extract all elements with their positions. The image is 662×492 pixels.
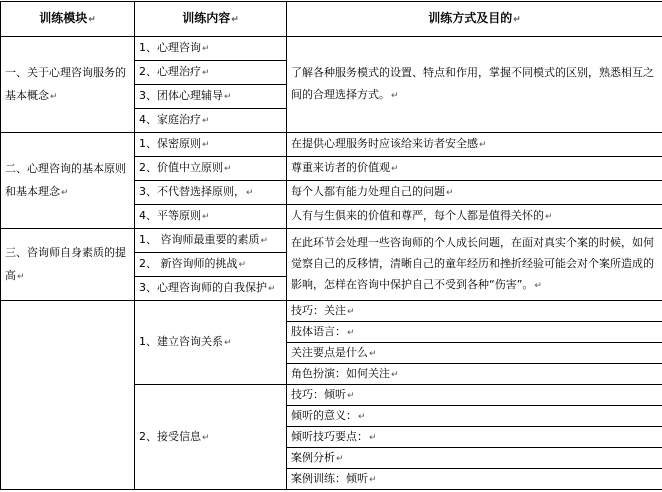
table-row bbox=[1, 229, 662, 253]
content-item: 2、心理治疗↵ bbox=[135, 61, 287, 85]
content-item: 2、价值中立原则↵ bbox=[135, 157, 287, 181]
header-content: 训练内容↵ bbox=[135, 2, 287, 37]
training-table bbox=[0, 1, 662, 490]
content-item: 4、家庭治疗↵ bbox=[135, 109, 287, 133]
table-header-row bbox=[1, 2, 662, 37]
table-row bbox=[1, 37, 662, 61]
content-item: 1、保密原则↵ bbox=[135, 133, 287, 157]
method-cell: 每个人都有能力处理自己的问题↵ bbox=[287, 181, 662, 205]
method-cell: 在提供心理服务时应该给来访者安全感↵ bbox=[287, 133, 662, 157]
content-item: 1、心理咨询↵ bbox=[135, 37, 287, 61]
table-row bbox=[1, 133, 662, 157]
module-cell: 三、咨询师自身素质的提高↵ bbox=[1, 229, 135, 301]
method-cell: 肢体语言：↵ bbox=[287, 322, 662, 343]
method-cell: 人有与生俱来的价值和尊严，每个人都是值得关怀的↵ bbox=[287, 205, 662, 229]
content-item: 1、 咨询师最重要的素质↵ bbox=[135, 229, 287, 253]
header-module: 训练模块↵ bbox=[1, 2, 135, 37]
content-item: 3、心理咨询师的自我保护↵ bbox=[135, 277, 287, 301]
content-item: 2、接受信息↵ bbox=[135, 385, 287, 490]
content-item: 4、平等原则↵ bbox=[135, 205, 287, 229]
header-method: 训练方式及目的↵ bbox=[287, 2, 662, 37]
content-item: 2、 新咨询师的挑战↵ bbox=[135, 253, 287, 277]
method-cell: 在此环节会处理一些咨询师的个人成长问题，在面对真实个案的时候，如何觉察自己的反移情，清晰自己的童年经历和挫折经验可能会对个案所造成的影响，怎样在咨询中保护自己不受到各种“伤害”。↵ bbox=[287, 229, 662, 301]
module-cell: 二、心理咨询的基本原则和基本理念↵ bbox=[1, 133, 135, 229]
method-cell: 技巧：关注↵ bbox=[287, 301, 662, 322]
content-item: 1、建立咨询关系↵ bbox=[135, 301, 287, 385]
method-cell: 倾听技巧要点：↵ bbox=[287, 427, 662, 448]
content-item: 3、不代替选择原则，↵ bbox=[135, 181, 287, 205]
method-cell: 案例分析↵ bbox=[287, 448, 662, 469]
method-cell: 尊重来访者的价值观↵ bbox=[287, 157, 662, 181]
method-cell: 角色扮演：如何关注↵ bbox=[287, 364, 662, 385]
method-cell: 了解各种服务模式的设置、特点和作用，掌握不同模式的区别，熟悉相互之间的合理选择方式。↵ bbox=[287, 37, 662, 133]
content-item: 3、团体心理辅导↵ bbox=[135, 85, 287, 109]
module-cell: 一、关于心理咨询服务的基本概念↵ bbox=[1, 37, 135, 133]
method-cell: 倾听的意义：↵ bbox=[287, 406, 662, 427]
module-cell-empty bbox=[1, 301, 135, 490]
method-cell: 案例训练：倾听↵ bbox=[287, 469, 662, 490]
table-row bbox=[1, 301, 662, 322]
method-cell: 关注要点是什么↵ bbox=[287, 343, 662, 364]
method-cell: 技巧：倾听↵ bbox=[287, 385, 662, 406]
